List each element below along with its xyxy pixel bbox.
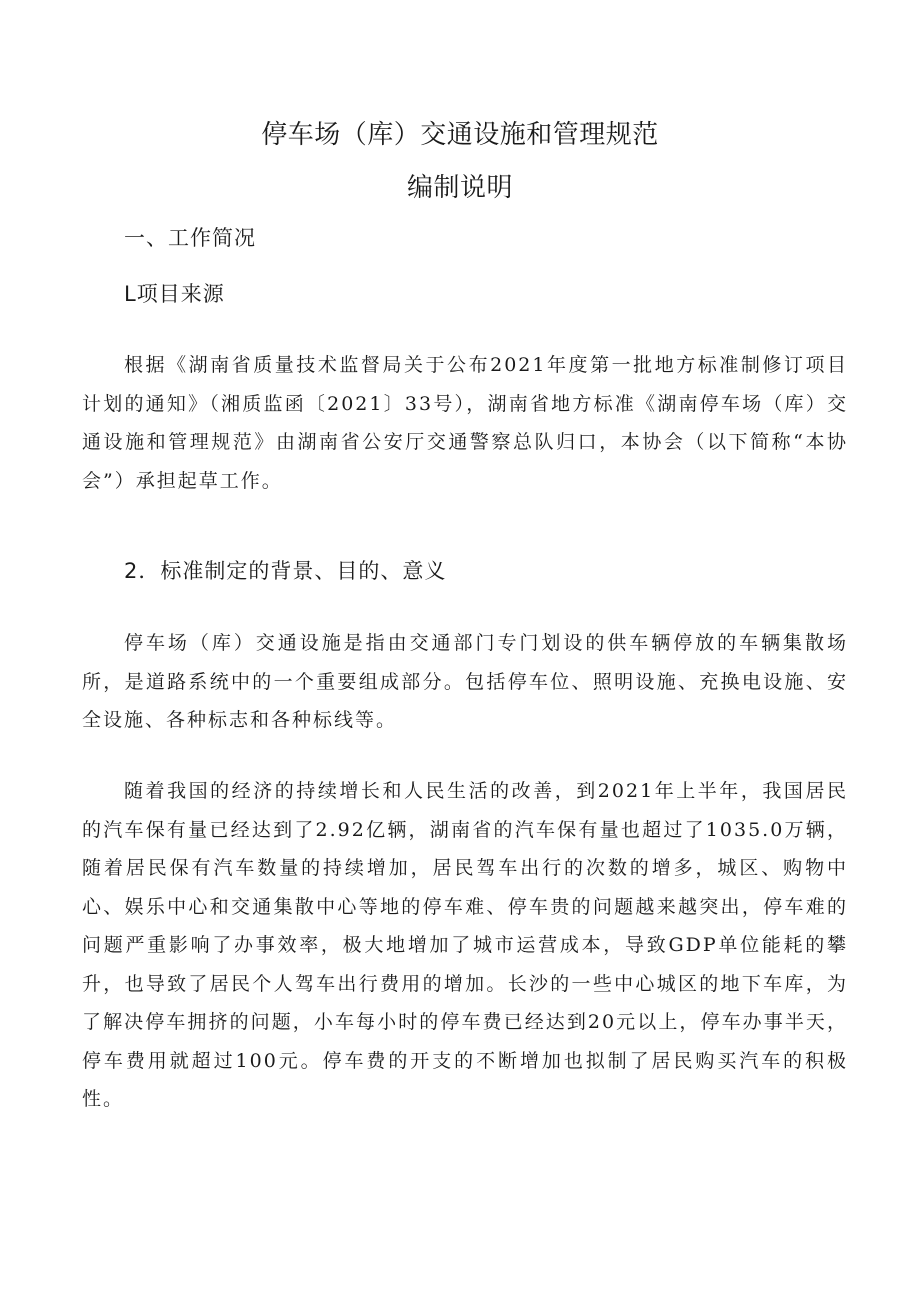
paragraph-facility-definition: 停车场（库）交通设施是指由交通部门专门划设的供车辆停放的车辆集散场所，是道路系统中的一个重要组成部分。包括停车位、照明设施、充换电设施、安全设施、各种标志和各种标线等。	[82, 632, 848, 731]
paragraph-project-source: 根据《湖南省质量技术监督局关于公布2021年度第一批地方标准制修订项目计划的通知》（湘质监函〔2021〕33号），湖南省地方标准《湖南停车场（库）交通设施和管理规范》由湖南省公安厅交通警察总队归口，本协会（以下简称“本协会”）承担起草工作。	[82, 354, 848, 492]
document-subtitle: 编制说明	[406, 173, 513, 203]
paragraph-parking-problem: 随着我国的经济的持续增长和人民生活的改善，到2021年上半年，我国居民的汽车保有量已经达到了2.92亿辆，湖南省的汽车保有量也超过了1035.0万辆，随着居民保有汽车数量的持续增加，居民驾车出行的次数的增多，城区、购物中心、娱乐中心和交通集散中心等地的停车难、停车贵的问题越来越突出，停车难的问题严重影响了办事效率，极大地增加了城市运营成本，导致GDP单位能耗的攀升，也导致了居民个人驾车出行费用的增加。长沙的一些中心城区的地下车库，为了解决停车拥挤的问题，小车每小时的停车费已经达到20元以上，停车办事半天，停车费用就超过100元。停车费的开支的不断增加也拟制了居民购买汽车的积极性。	[82, 780, 848, 1110]
section-heading-work-overview: 一、工作简况	[124, 226, 256, 250]
subsection-heading-background: 2．标准制定的背景、目的、意义	[124, 559, 447, 583]
subsection-heading-project-source: L项目来源	[124, 282, 225, 306]
document-title: 停车场（库）交通设施和管理规范	[261, 120, 659, 150]
